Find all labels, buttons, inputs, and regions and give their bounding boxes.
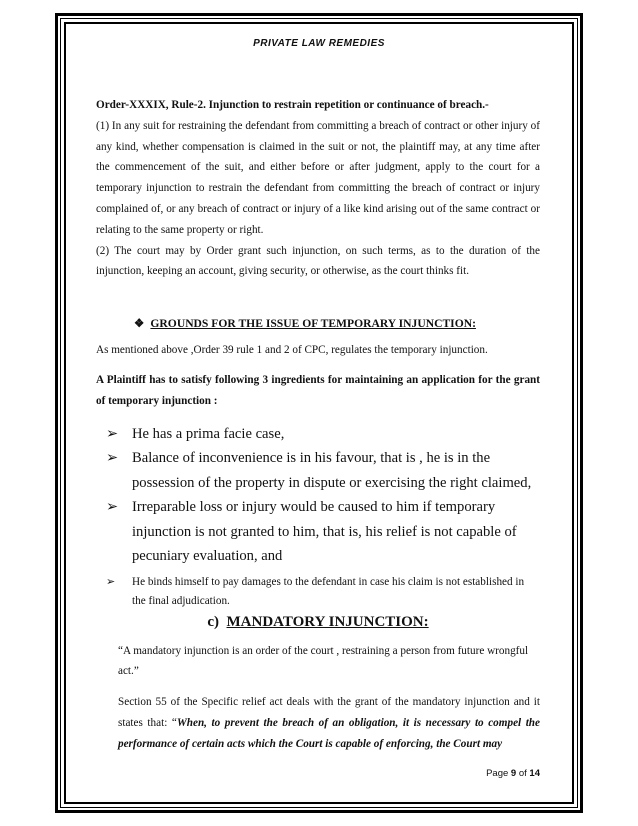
grounds-lead: A Plaintiff has to satisfy following 3 ingredients for maintaining an application for the grant of temporary injunction : (96, 373, 540, 407)
page-total: 14 (529, 768, 540, 779)
order-paragraph-1: (1) In any suit for restraining the defendant from committing a breach of contract or other injury of any kind, whether compensation is claimed in the suit or not, the plaintiff may, at any time after the commencement of the suit, and either before or after judgment, apply to the court for a temporary injunction to restrain the defendant from committing the breach of contract or injury complained of, or any breach of contract or injury of a like kind arising out of the same contract or relating to the same property or right. (96, 119, 540, 236)
order-paragraph-2: (2) The court may by Order grant such injunction, on such terms, as to the duration of the injunction, keeping an account, giving security, or otherwise, as the court thinks fit. (96, 244, 540, 278)
mandatory-section (118, 692, 540, 754)
order-title: Order-XXXIX, Rule-2. Injunction to restrain repetition or continuance of breach.- (96, 99, 489, 111)
arrow-bullet-icon: ➢ (106, 450, 119, 467)
mandatory-section-quote: When, to prevent the breach of an obligation, it is necessary to compel the performance of certain acts which the Court is capable of enforcing, the Court may (118, 716, 540, 750)
ingredients-list (96, 422, 540, 612)
arrow-bullet-icon: ➢ (106, 575, 116, 588)
page-number: 9 (510, 768, 517, 779)
arrow-bullet-icon: ➢ (106, 499, 119, 516)
list-item: ➢ He binds himself to pay damages to the defendant in case his claim is not established in the final adjudication. (106, 573, 540, 612)
page-header: PRIVATE LAW REMEDIES (253, 38, 385, 49)
mandatory-definition: “A mandatory injunction is an order of the court , restraining a person from future wrongful act.” (118, 644, 529, 678)
list-item: ➢ He has a prima facie case, (106, 422, 540, 447)
mandatory-section-lead: Section 55 of the Specific relief act deals with the grant of the mandatory injunction and it states that: “ (118, 696, 540, 729)
arrow-bullet-icon: ➢ (106, 425, 119, 442)
mandatory-heading (96, 614, 540, 631)
list-item: ➢ Irreparable loss or injury would be caused to him if temporary injunction is not granted to him, that is, his relief is not capable of pecuniary evaluation, and (106, 495, 540, 569)
page-footer: Page 9 of 14 (486, 768, 540, 779)
diamond-bullet-icon: ❖ (134, 317, 145, 331)
mandatory-label: c) (207, 613, 220, 630)
mandatory-heading-text: MANDATORY INJUNCTION: (226, 613, 429, 630)
grounds-heading (134, 316, 540, 330)
page-content (96, 95, 540, 755)
grounds-heading-text: GROUNDS FOR THE ISSUE OF TEMPORARY INJUNCTION: (150, 317, 476, 331)
list-item: ➢ Balance of inconvenience is in his favour, that is , he is in the possession of the property in dispute or exercising the right claimed, (106, 446, 540, 495)
grounds-intro: As mentioned above ,Order 39 rule 1 and 2 of CPC, regulates the temporary injunction. (96, 344, 488, 357)
